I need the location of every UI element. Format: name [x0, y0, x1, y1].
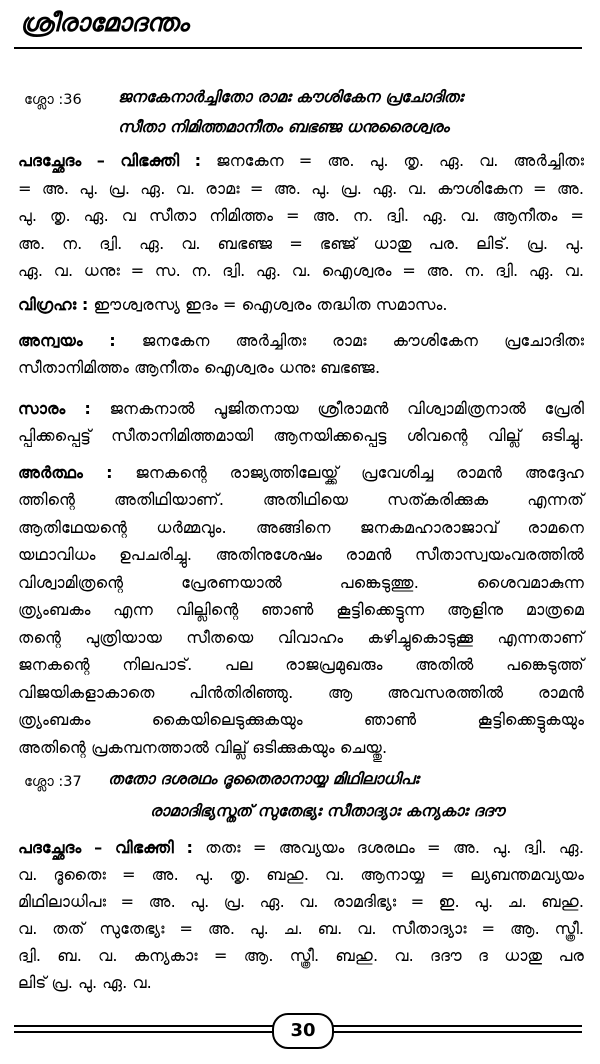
artham-line-6: ത്ര്യംബകം എന്ന വില്ലിന്റെ ഞാൺ കൂട്ടിക്കെട്ടുന്ന ആളിനു മാത്രമെ — [18, 600, 584, 619]
verse-36-line-1: ജനകേനാർച്ചിതോ രാമഃ കൗശികേന പ്രചോദിതഃ — [118, 87, 464, 106]
padaccheda-2-line-5: ദ്വി. ബ. വ. കന്യകാഃ = ആ. സ്ത്രീ. ബഹു. വ. ദദൗ ദ ധാതു പര — [18, 946, 584, 965]
padaccheda-2-label: പദച്ഛേദം – വിഭക്തി : — [18, 838, 193, 857]
header-rule — [14, 47, 582, 49]
artham-line-11: അതിന്റെ പ്രകമ്പനത്താൽ വില്ല് ഒടിക്കുകയും ചെയ്തു. — [18, 738, 388, 757]
saram-line-1: സാരം : ജനകനാൽ പൂജിതനായ ശ്രീരാമൻ വിശ്വാമിത്രനാൽ പ്രേരി — [18, 399, 584, 418]
padaccheda-2-line-4: വ. തത് സുതേഭ്യഃ = അ. പു. ച. ബ. വ. സീതാദ്യാഃ = ആ. സ്ത്രീ. — [18, 919, 584, 938]
verse-37-line-2: രാമാദിഭ്യസ്തത് സുതേഭ്യഃ സീതാദ്യാഃ കന്യകാഃ ദദൗ — [150, 801, 505, 820]
anvaya-line-2: സീതാനിമിത്തം ആനീതം ഐശ്വരം ധനുഃ ബഭഞ്ജ. — [18, 358, 381, 377]
artham-line-3: ആതിഥേയന്റെ ധർമ്മവും. അങ്ങിനെ ജനകമഹാരാജാവ് രാമനെ — [18, 518, 584, 537]
artham-line-7: തന്റെ പുത്രിയായ സീതയെ വിവാഹം കഴിച്ചുകൊടുക്കൂ എന്നതാണ് — [18, 628, 584, 647]
artham-line-10: ത്ര്യംബകം കൈയിലെടുക്കുകയും ഞാൺ കൂട്ടിക്കെട്ടുകയും — [18, 710, 584, 729]
anvaya-label: അന്വയം : — [18, 331, 116, 350]
artham-line-5: വിശ്വാമിത്രന്റെ പ്രേരണയാൽ പങ്കെടുത്തു. ശൈവമാകുന്ന — [18, 573, 584, 592]
artham-line-2: ത്തിന്റെ അതിഥിയാണ്. അതിഥിയെ സത്കരിക്കുക എന്നത് — [18, 490, 584, 509]
running-head-title: ശ്രീരാമോദന്തം — [20, 8, 189, 37]
anvaya-line-1: അന്വയം : ജനകേന അർച്ചിതഃ രാമഃ കൗശികേന പ്രചോദിതഃ — [18, 331, 584, 350]
verse-36-number: ശ്ലോ :36 — [24, 92, 82, 108]
padaccheda-2-line-6: ലിട് പ്ര. പു. ഏ. വ. — [18, 973, 152, 992]
verse-36-line-2: സീതാ നിമിത്തമാനീതം ബഭഞ്ജ ധനുരൈശ്വരം — [118, 117, 450, 136]
artham-line-8: ജനകന്റെ നിലപാട്. പല രാജപ്രമുഖരും അതിൽ പങ്കെടുത്ത് — [18, 655, 584, 674]
artham-line-1: അർത്ഥം : ജനകന്റെ രാജ്യത്തിലേയ്ക്ക് പ്രവേശിച്ച രാമൻ അദ്ദേഹ — [18, 463, 584, 482]
page-number: 30 — [272, 1013, 334, 1049]
verse-37-line-1: തതോ ദശരഥം ദൂതൈരാനായ്യ മിഥിലാധിപഃ — [108, 769, 419, 788]
padaccheda-line-2: = അ. പു. പ്ര. ഏ. വ. രാമഃ = അ. പു. പ്ര. ഏ. വ. കൗശികേന = അ. — [18, 179, 584, 198]
artham-label: അർത്ഥം : — [18, 463, 113, 482]
vigraha-line-1: വിഗ്രഹഃ : ഈശ്വരസ്യ ഇദം = ഐശ്വരം തദ്ധിത സമാസം. — [18, 295, 448, 314]
padaccheda-2-line-2: വ. ദൂതൈഃ = അ. പു. തൃ. ബഹു. വ. ആനായ്യ = ല്യബന്തമവ്യയം — [18, 865, 584, 884]
padaccheda-line-1: പദച്ഛേദം – വിഭക്തി : ജനകേന = അ. പു. തൃ. ഏ. വ. അർച്ചിതഃ — [18, 151, 584, 170]
padaccheda-label: പദച്ഛേദം – വിഭക്തി : — [18, 151, 202, 170]
padaccheda-2-line-3: മിഥിലാധിപഃ = അ. പു. പ്ര. ഏ. വ. രാമദിഭ്യഃ = ഇ. പു. ച. ബഹു. — [18, 892, 584, 911]
padaccheda-line-5: ഏ. വ. ധനുഃ = സ. ന. ദ്വി. ഏ. വ. ഐശ്വരം = അ. ന. ദ്വി. ഏ. വ. — [18, 261, 584, 280]
verse-37-number: ശ്ലോ :37 — [24, 774, 82, 790]
artham-line-4: യഥാവിധം ഉപചരിച്ചു. അതിനുശേഷം രാമൻ സീതാസ്വയംവരത്തിൽ — [18, 545, 584, 564]
saram-label: സാരം : — [18, 399, 91, 418]
padaccheda-line-4: അ. ന. ദ്വി. ഏ. വ. ബഭഞ്ജ = ഭഞ്ജ് ധാതു പര. ലിട്. പ്ര. പു. — [18, 234, 584, 253]
artham-line-9: വിജയികളാകാതെ പിൻതിരിഞ്ഞു. ആ അവസരത്തിൽ രാമൻ — [18, 683, 584, 702]
padaccheda-line-3: പു. തൃ. ഏ. വ സീതാ നിമിത്തം = അ. ന. ദ്വി. ഏ. വ. ആനീതം = — [18, 206, 584, 225]
vigraha-label: വിഗ്രഹഃ : — [18, 295, 89, 314]
padaccheda-2-line-1: പദച്ഛേദം – വിഭക്തി : തതഃ = അവ്യയം ദശരഥം = അ. പു. ദ്വി. ഏ. — [18, 838, 584, 857]
saram-line-2: പ്പിക്കപ്പെട്ട് സീതാനിമിത്തമായി ആനയിക്കപ്പെട്ട ശിവന്റെ വില്ല് ഒടിച്ചു. — [18, 426, 584, 445]
